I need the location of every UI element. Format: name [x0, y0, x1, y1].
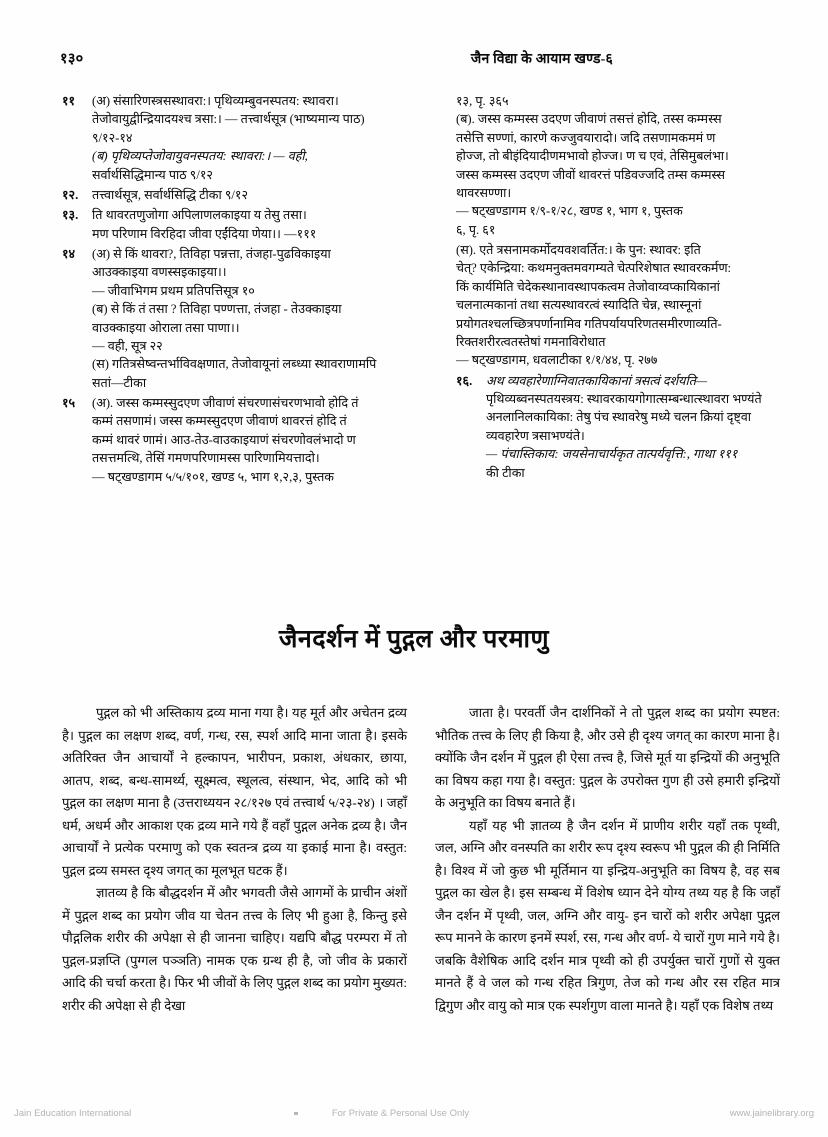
footnote-line: अथ व्यवहारेणाग्निवातकायिकानां त्रसत्वं दर्शयति—	[486, 373, 708, 388]
page-number: १३०	[60, 51, 84, 67]
footnote-number: १४	[62, 247, 76, 261]
footnote-line: प्रयोगतश्चलच्छित्रपर्णानामिव गतिपर्यायपरिणतसमीरणाव्यति-	[456, 316, 722, 331]
footnotes-column-right	[456, 92, 824, 488]
footnote-line: होज्ज, तो बीइंदियादीणमभावो होज्ज। ण च एवं, तेसिमुबलंभा।	[456, 149, 729, 164]
footnote-line: (स) गतित्रसेष्वन्तर्भाविवक्षणात, तेजोवायूनां लब्ध्या स्थावराणामपि	[92, 357, 377, 372]
body-paragraph: ज्ञातव्य है कि बौद्धदर्शन में और भगवती जैसे आगमों के प्राचीन अंशों में पुद्गल शब्द का प्रयोग जीव या चेतन तत्त्व के लिए भी हुआ है, किन्तु इसे पौद्गलिक शरीर की अपेक्षा से ही जानना चाहिए। यद्यपि बौद्ध परम्परा में तो पुद्गल-प्रज्ञप्ति (पुग्गल पञ्ञति) नामक एक ग्रन्थ ही है, जो जीव के प्रकारों आदि की चर्चा करता है। फिर भी जीवों के लिए पुद्गल शब्द का प्रयोग मुख्यत: शरीर की अपेक्षा से ही देखा	[62, 885, 407, 1013]
footnote-line: १३, पृ. ३६५	[456, 94, 509, 108]
footnote-line: सर्वार्थसिद्धिमान्य पाठ ९/१२	[92, 167, 213, 182]
footnote-item	[456, 372, 824, 482]
footnote-line: तेजोवायुद्वीन्द्रियादयश्च त्रसा:। — तत्त्वार्थसूत्र (भाष्यमान्य पाठ)	[92, 112, 365, 127]
footnote-number: ११	[62, 94, 76, 108]
footnote-line: — वही, सूत्र २२	[92, 338, 163, 353]
footnote-text	[486, 372, 824, 482]
footnote-line: तत्त्वार्थसूत्र, सर्वार्थसिद्धि टीका ९/१२	[92, 187, 249, 202]
footnote-line: थावरसण्णा।	[456, 185, 512, 200]
footnote-item	[456, 241, 824, 370]
footnote-line: (ब) पृथिव्यप्तेजोवायुवनस्पतय: स्थावरा:। — वही,	[92, 149, 308, 164]
footnote-line: (स). एते त्रसनामकर्मोदयवशवर्तित:। के पुन: स्थावर: इति	[456, 243, 701, 257]
footnote-text	[92, 206, 430, 243]
footnote-line: (अ). जस्स कम्मस्सुदएण जीवाणं संचरणासंचरणभावो होदि तं	[92, 396, 359, 410]
footnote-line: किं कार्यमिति चेदेकस्थानावस्थापकत्वम तेजोवाय्वप्कायिकानां	[456, 279, 720, 294]
footnote-text	[92, 245, 430, 392]
footnote-line: आउक्काइया वणस्सइकाइया।।	[92, 265, 227, 280]
footnote-text	[92, 394, 430, 486]
footer-website: www.jainelibrary.org	[729, 1108, 814, 1119]
footnote-line: की टीका	[486, 465, 525, 480]
book-title-header: जैन विद्या के आयाम खण्ड-६	[470, 52, 613, 67]
footnote-text	[92, 186, 430, 204]
footnote-line: मण परिणाम विरहिदा जीवा एईंदिया णेया।। —१११	[92, 226, 317, 241]
running-head	[60, 48, 768, 70]
footnote-number: १६.	[456, 373, 473, 388]
footnote-item	[62, 206, 430, 243]
body-paragraph: पुद्गल को भी अस्तिकाय द्रव्य माना गया है। यह मूर्त और अचेतन द्रव्य है। पुद्गल का लक्षण शब्द, वर्ण, गन्ध, रस, स्पर्श आदि माना जाता है। इसके अतिरिक्त जैन आचार्यों ने हल्कापन, भारीपन, प्रकाश, अंधकार, छाया, आतप, शब्द, बन्ध-सामर्थ्य, सूक्ष्मत्व, स्थूलत्व, संस्थान, भेद, आदि को भी पुद्गल का लक्षण माना है (उत्तराध्ययन २८/१२७ एवं तत्त्वार्थ ५/२३-२४) । जहाँ धर्म, अधर्म और आकाश एक द्रव्य माने गये हैं वहाँ पुद्गल अनेक द्रव्य है। जैन आचार्यों ने प्रत्येक परमाणु को एक स्वतन्त्र द्रव्य या इकाई माना है। वस्तुत: पुद्गल द्रव्य समस्त दृश्य जगत् का मूलभूत घटक हैं।	[62, 705, 407, 878]
footnote-line: जस्स कम्मस्स उदएण जीवों थावरत्तं पडिवज्जदि तम्स कम्मस्स	[456, 167, 726, 182]
footnote-line: चलनात्मकानां तथा सत्यस्थावरत्वं स्यादिति चेन्न, स्थास्नूनां	[456, 298, 702, 313]
footnote-text	[456, 241, 824, 370]
footnote-line: (ब) से किं तं तसा ? तिविहा पण्णत्ता, तंजहा - तेउक्काइया	[92, 302, 342, 317]
footnote-line: ६, पृ. ६१	[456, 222, 496, 237]
footnote-line: व्यवहारेण त्रसाभण्यंते।	[486, 428, 585, 443]
footnote-item	[62, 245, 430, 392]
footnote-line: ९/१२-१४	[92, 130, 133, 145]
footnote-item	[62, 92, 430, 184]
footnote-line: तसत्तमत्थि, तेसिं गमणपरिणामस्स पारिणामियत्तादो।	[92, 451, 320, 466]
footnote-item	[62, 186, 430, 204]
footnote-line: तसेत्ति सण्णां, कारणे कज्जुवयारादो। जदि तसणामकममं ण	[456, 130, 716, 145]
body-column-left	[62, 702, 407, 1017]
body-paragraph: यहाँ यह भी ज्ञातव्य है जैन दर्शन में प्राणीय शरीर यहाँ तक पृथ्वी, जल, अग्नि और वनस्पति का शरीर रूप दृश्य स्वरूप भी पुद्गल की ही निर्मिति है। विश्व में जो कुछ भी मूर्तिमान या इन्द्रिय-अनुभूति का विषय है, वह सब पुद्गल का खेल है। इस सम्बन्ध में विशेष ध्यान देने योग्य तथ्य यह है कि जहाँ जैन दर्शन में पृथ्वी, जल, अग्नि और वायु- इन चारों को शरीर अपेक्षा पुद्गल रूप मानने के कारण इनमें स्पर्श, रस, गन्ध और वर्ण- ये चारों गुण माने गये है। जबकि वैशेषिक आदि दर्शन मात्र पृथ्वी को ही उपर्युक्त चारों गुणों से युक्त मानते हैं वे जल को गन्ध रहित त्रिगुण, तेज को गन्ध और रस रहित मात्र द्विगुण और वायु को मात्र एक स्पर्शगुण वाला मानते है। यहाँ एक विशेष तथ्य	[435, 817, 780, 1013]
footnote-line: सतां—टीका	[92, 375, 147, 390]
footnote-line: ति थावरतणुजोगा अपिलाणलकाइया य तेसु तसा।	[92, 208, 307, 223]
body-column-right	[435, 702, 780, 1017]
footnote-number: १३.	[62, 208, 79, 223]
footnote-number: १५	[62, 396, 76, 410]
footnote-line: — षट्खण्डागम ५/५/१०१, खण्ड ५, भाग १,२,३, पुस्तक	[92, 469, 334, 484]
footnote-line: वाउक्काइया ओराला तसा पाणा।।	[92, 320, 240, 335]
footnote-text	[456, 92, 824, 239]
footnote-line: रिक्तशरीरत्वतस्तेषां गमनाविरोधात	[456, 334, 606, 349]
footnote-text	[92, 92, 430, 184]
footer-separator-dot	[294, 1112, 298, 1115]
footnote-line: अनलानिलकायिका: तेषु पंच स्थावरेषु मध्ये चलन क्रियां दृष्ट्वा	[486, 410, 752, 425]
footnotes-column-left	[62, 92, 430, 488]
scan-footer	[12, 1108, 816, 1119]
footnote-line: पृथिव्यब्वनस्पतयस्त्रय: स्थावरकायगोगात्सम्बन्धात्स्थावरा भण्यंते	[486, 392, 762, 406]
footnote-item	[62, 394, 430, 486]
footnote-line: (अ) संसारिणस्त्रसस्थावरा:। पृथिव्यम्बुवनस्पतय: स्थावरा।	[92, 94, 339, 108]
footnotes-section	[62, 92, 782, 488]
footnote-line: — षट्खण्डागम १/९-१/२८, खण्ड १, भाग १, पुस्तक	[456, 204, 683, 219]
footnote-line: चेत्? एकेन्द्रिया: कथमनुक्तमवगम्यते चेत्परिशेषात स्थावरकर्मण:	[456, 261, 732, 276]
footnote-line: (ब). जस्स कम्मस्स उदएण जीवाणं तसत्तं होदि, तस्स कम्मस्स	[456, 112, 722, 127]
footnote-line: — पंचास्तिकाय: जयसेनाचार्यकृत तात्पर्यवृत्ति:, गाथा १११	[486, 447, 738, 462]
footnote-line: — षट्खण्डागम, धवलाटीका १/१/४४, पृ. २७७	[456, 353, 658, 368]
footnote-number: १२.	[62, 187, 79, 202]
article-title: जैनदर्शन में पुद्गल और परमाणु	[278, 625, 550, 653]
footer-usage-notice: For Private & Personal Use Only	[331, 1108, 470, 1119]
footnote-item	[456, 92, 824, 239]
footer-organization: Jain Education International	[14, 1108, 132, 1119]
footnote-line: कम्मं थावरं णामं। आउ-तेउ-वाउकाइयाणं संचरणोवलंभादो ण	[92, 432, 356, 447]
footnote-line: — जीवाभिगम प्रथम प्रतिपत्तिसूत्र १०	[92, 283, 255, 298]
footnote-line: कम्मं तसणामं। जस्स कम्मस्सुदएण जीवाणं थावरत्तं होदि तं	[92, 414, 347, 429]
footnote-line: (अ) से किं थावरा?, तिविहा पन्नत्ता, तंजहा-पुढविकाइया	[92, 247, 331, 261]
article-body	[62, 702, 782, 1017]
body-paragraph: जाता है। परवर्ती जैन दार्शनिकों ने तो पुद्गल शब्द का प्रयोग स्पष्टत: भौतिक तत्त्व के लिए ही किया है, और उसे ही दृश्य जगत् का कारण माना है। क्योंकि जैन दर्शन में पुद्गल ही ऐसा तत्त्व है, जिसे मूर्त या इन्द्रियों की अनुभूति का विषय कहा गया है। वस्तुत: पुद्गल के उपरोक्त गुण ही उसे हमारी इन्द्रियों के अनुभूति का विषय बनाते हैं।	[435, 705, 780, 811]
